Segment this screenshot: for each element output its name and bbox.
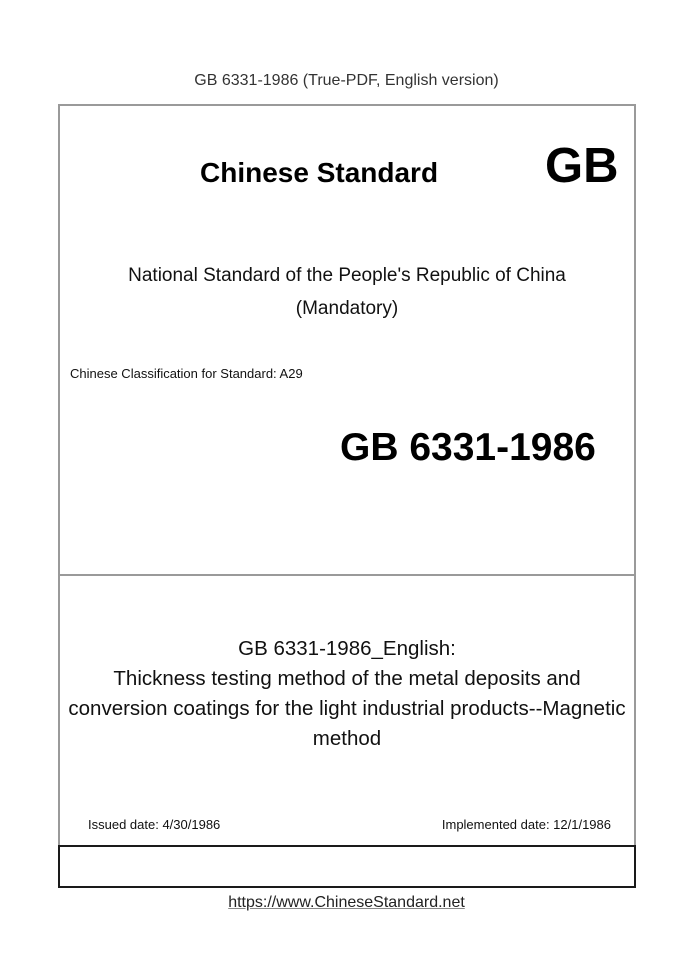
bottom-box [58,845,636,888]
footer [0,893,693,913]
title-line: conversion coatings for the light industrial products--Magnetic [68,697,626,720]
national-standard-line: National Standard of the People's Republic of China [128,265,566,286]
website-link[interactable]: https://www.ChineseStandard.net [228,894,465,911]
national-standard-block [60,259,634,325]
classification-label: Chinese Classification for Standard: A29 [70,366,303,381]
issued-date: Issued date: 4/30/1986 [88,817,221,832]
section-divider [60,574,634,576]
title-line: Thickness testing method of the metal deposits and [113,667,581,690]
implemented-date: Implemented date: 12/1/1986 [441,817,611,832]
title-line: method [312,727,382,750]
title-line: GB 6331-1986_English: [238,637,456,660]
document-header: GB 6331-1986 (True-PDF, English version) [194,72,499,89]
mandatory-label: (Mandatory) [295,298,399,319]
cover-heading: Chinese Standard [200,157,439,188]
gb-logo: GB [545,139,619,193]
standard-number: GB 6331-1986 [340,426,596,469]
english-title-block [60,634,634,754]
